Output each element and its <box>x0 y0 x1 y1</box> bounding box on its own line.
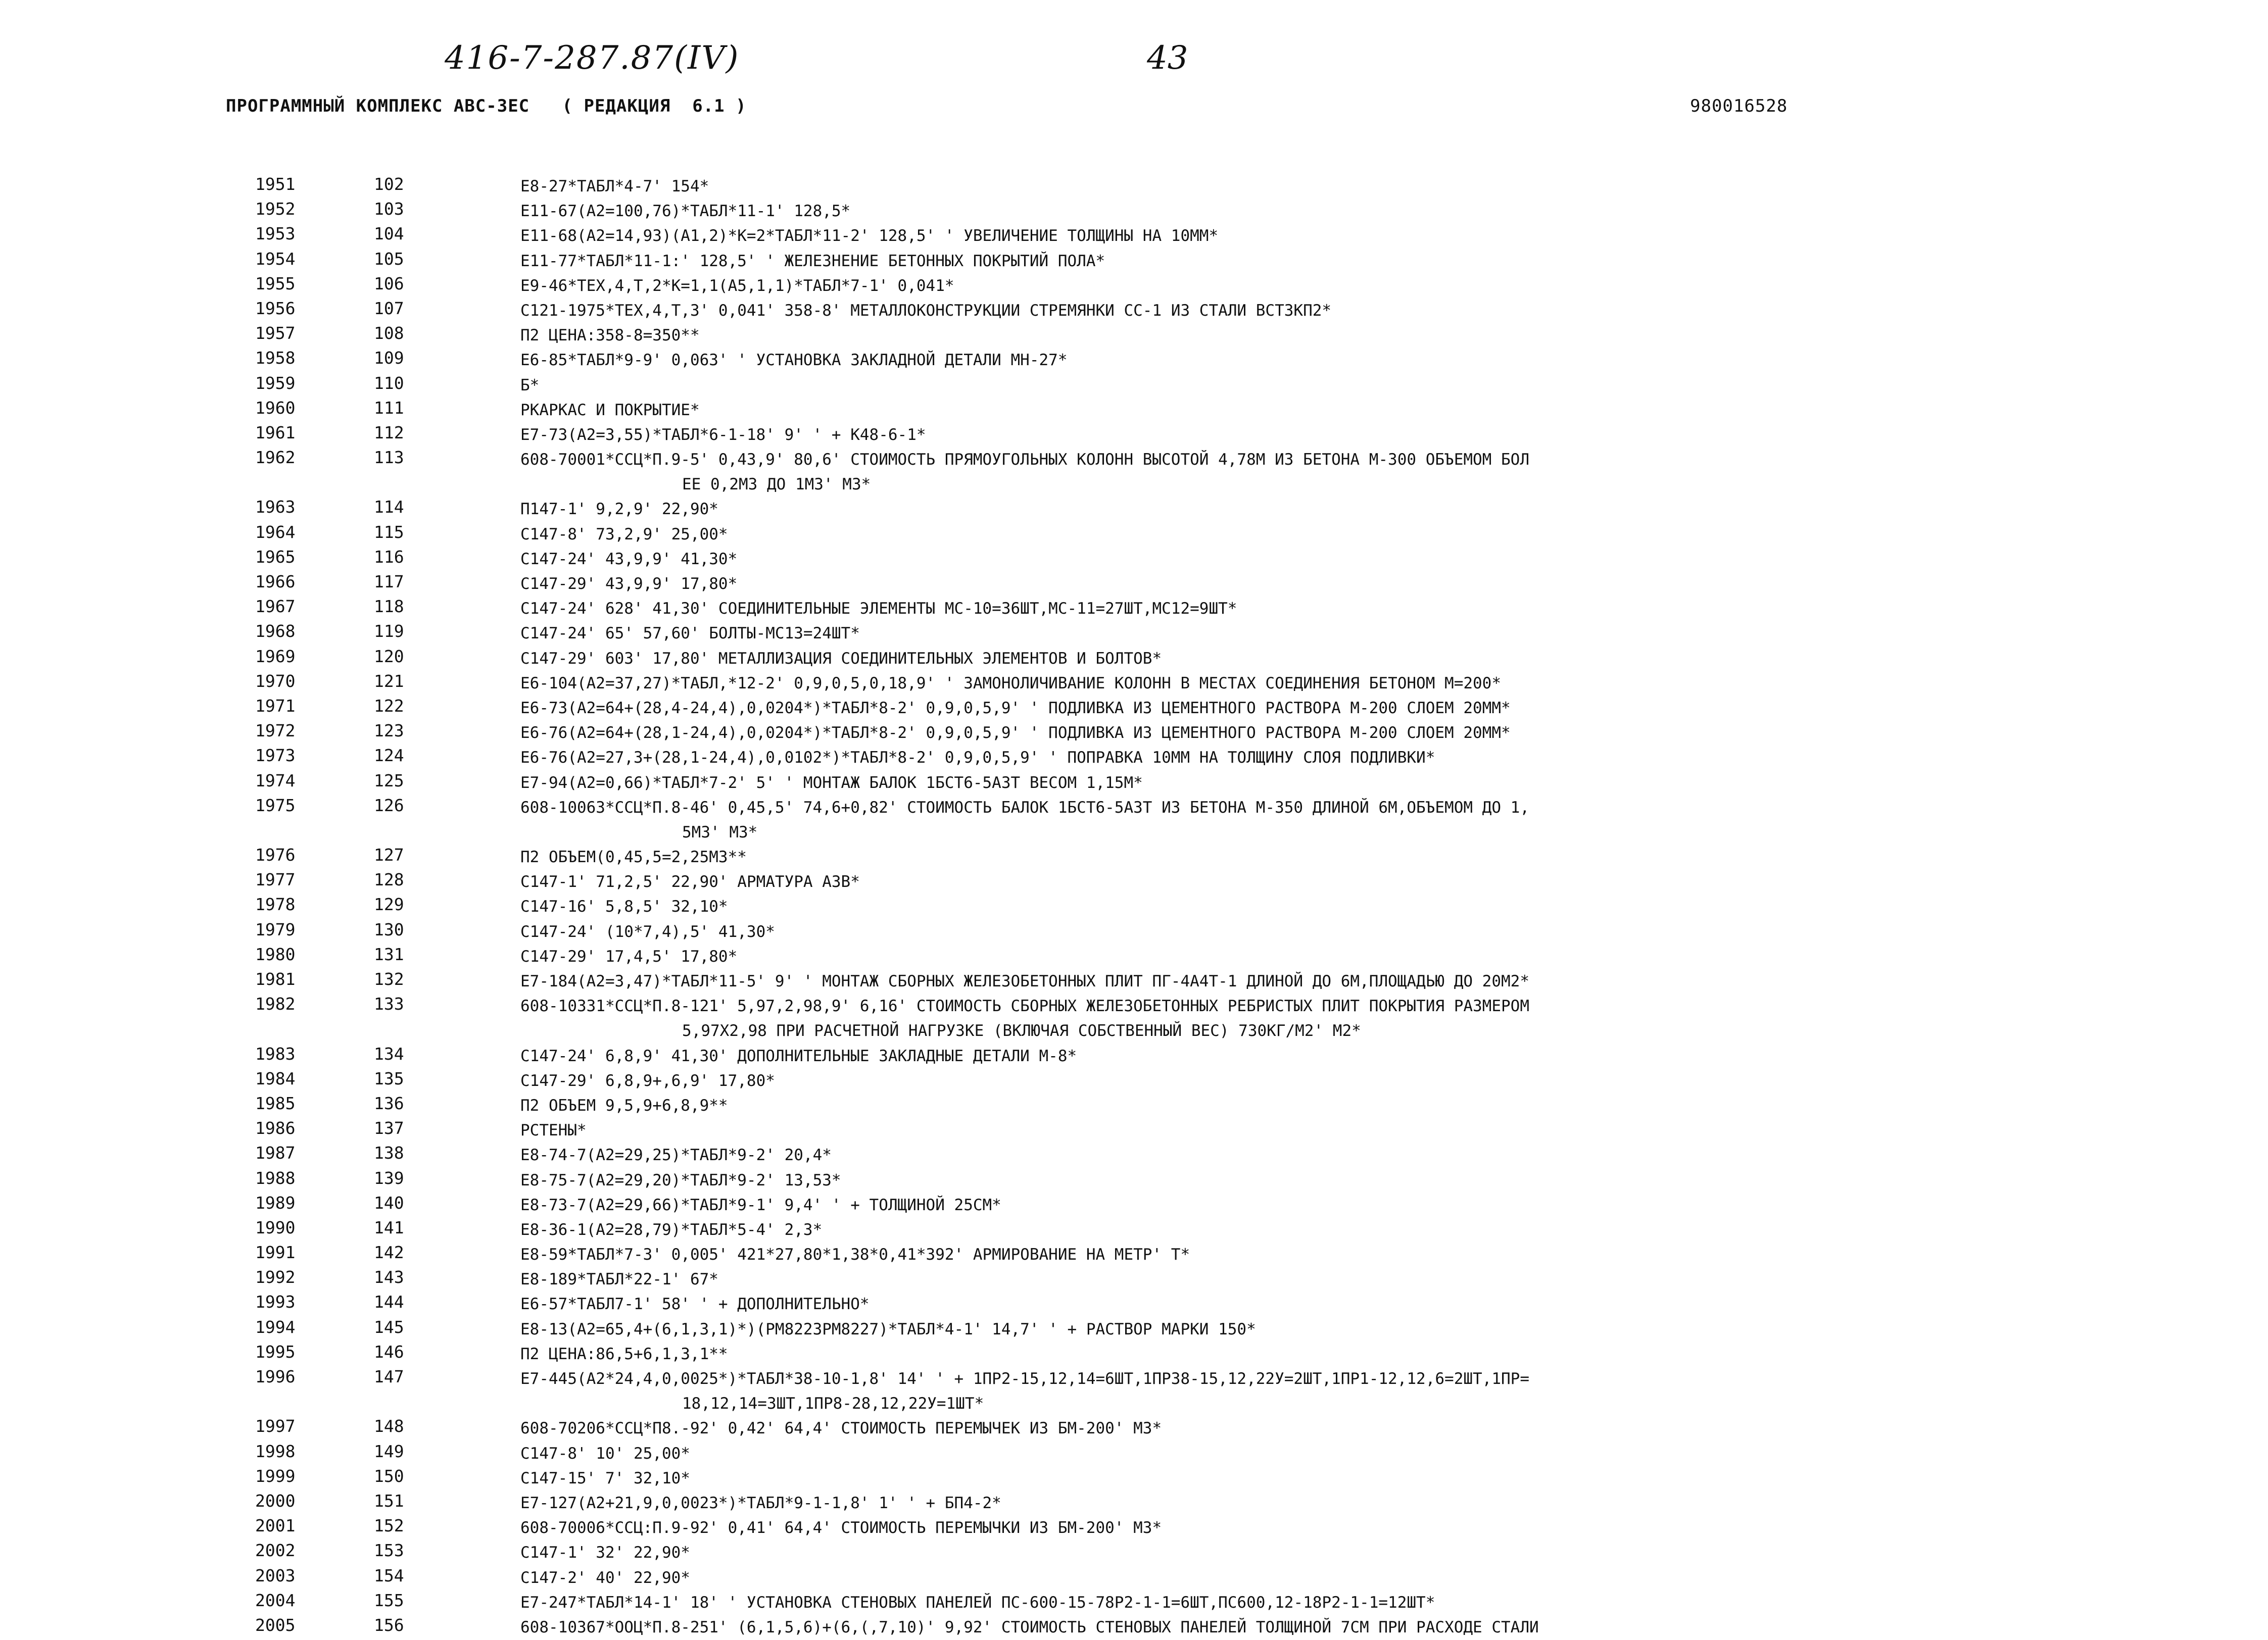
sequence-number: 1990 <box>255 1217 296 1237</box>
sequence-number: 1986 <box>255 1118 296 1138</box>
record-text: С121-1975*ТЕХ,4,Т,3' 0,041' 358-8' МЕТАЛЛОКОНСТРУКЦИИ СТРЕМЯНКИ СС-1 ИЗ СТАЛИ ВСТ3КП2* <box>520 301 1332 320</box>
sequence-number: 1962 <box>255 448 296 468</box>
sequence-number: 1979 <box>255 919 296 939</box>
record-text: Е8-74-7(А2=29,25)*ТАБЛ*9-2' 20,4* <box>520 1146 832 1165</box>
line-number: 150 <box>374 1466 404 1486</box>
sequence-number: 1993 <box>255 1292 296 1312</box>
record-text: Е11-77*ТАБЛ*11-1:' 128,5' ' ЖЕЛЕЗНЕНИЕ БЕТОННЫХ ПОКРЫТИЙ ПОЛА* <box>520 252 1105 270</box>
program-header: ПРОГРАММНЫЙ КОМПЛЕКС АВС-3ЕС ( РЕДАКЦИЯ 6.1 ) <box>226 96 747 116</box>
sequence-number: 1958 <box>255 348 296 368</box>
sequence-number: 1954 <box>255 249 296 269</box>
sequence-number: 1957 <box>255 323 296 343</box>
record-text: Е6-76(А2=27,3+(28,1-24,4),0,0102*)*ТАБЛ*8-2' 0,9,0,5,9' ' ПОПРАВКА 10ММ НА ТОЛЩИНУ СЛОЯ ПОДЛИВКИ* <box>520 749 1435 767</box>
record-text: Е7-127(А2+21,9,0,0023*)*ТАБЛ*9-1-1,8' 1' ' + БП4-2* <box>520 1494 1001 1512</box>
listing-row <box>0 920 2268 945</box>
listing-row <box>0 572 2268 597</box>
record-continuation: 18,12,14=3ШТ,1ПР8-28,12,22У=1ШТ* <box>682 1395 984 1413</box>
record-text: Е7-184(А2=3,47)*ТАБЛ*11-5' 9' ' МОНТАЖ СБОРНЫХ ЖЕЛЕЗОБЕТОННЫХ ПЛИТ ПГ-4А4Т-1 ДЛИНОЙ ДО 6М,ПЛОЩАДЬЮ ДО 20М2* <box>520 972 1530 991</box>
listing-row <box>0 894 2268 919</box>
record-text: П2 ОБЪЕМ 9,5,9+6,8,9** <box>520 1096 728 1115</box>
line-number: 125 <box>374 770 404 790</box>
line-number: 135 <box>374 1068 404 1088</box>
listing-row <box>0 771 2268 796</box>
record-text: Е8-189*ТАБЛ*22-1' 67* <box>520 1270 718 1289</box>
sequence-number: 2004 <box>255 1590 296 1610</box>
record-text: Е7-94(А2=0,66)*ТАБЛ*7-2' 5' ' МОНТАЖ БАЛОК 1БСТ6-5А3Т ВЕСОМ 1,15М* <box>520 773 1143 792</box>
page-number: 43 <box>1147 39 1188 77</box>
sequence-number: 1977 <box>255 870 296 890</box>
sequence-number: 1997 <box>255 1416 296 1436</box>
line-number: 141 <box>374 1217 404 1237</box>
line-number: 109 <box>374 348 404 368</box>
line-number: 103 <box>374 199 404 219</box>
sequence-number: 1966 <box>255 572 296 592</box>
sequence-number: 2005 <box>255 1615 296 1635</box>
record-text: С147-29' 6,8,9+,6,9' 17,80* <box>520 1071 775 1090</box>
record-text: С147-24' 65' 57,60' БОЛТЫ-МС13=24ШТ* <box>520 624 860 643</box>
record-text: 608-10331*ССЦ*П.8-121' 5,97,2,98,9' 6,16' СТОИМОСТЬ СБОРНЫХ ЖЕЛЕЗОБЕТОННЫХ РЕБРИСТЫХ ПЛИТ ПОКРЫТИЯ РАЗМЕРОМ <box>520 997 1530 1016</box>
listing-row <box>0 1342 2268 1367</box>
line-number: 121 <box>374 671 404 691</box>
line-number: 107 <box>374 298 404 318</box>
record-text: Е8-27*ТАБЛ*4-7' 154* <box>520 177 709 195</box>
record-text: 608-70206*ССЦ*П8.-92' 0,42' 64,4' СТОИМОСТЬ ПЕРЕМЫЧЕК ИЗ БМ-200' М3* <box>520 1419 1162 1438</box>
record-text: 608-70001*ССЦ*П.9-5' 0,43,9' 80,6' СТОИМОСТЬ ПРЯМОУГОЛЬНЫХ КОЛОНН ВЫСОТОЙ 4,78М ИЗ БЕТОНА М-300 ОБЪЕМОМ БОЛ <box>520 451 1530 469</box>
listing-row <box>0 547 2268 572</box>
sequence-number: 1991 <box>255 1243 296 1263</box>
sequence-number: 1983 <box>255 1043 296 1064</box>
record-text: Е9-46*ТЕХ,4,Т,2*К=1,1(А5,1,1)*ТАБЛ*7-1' 0,041* <box>520 276 954 295</box>
sequence-number: 1981 <box>255 969 296 989</box>
sequence-number: 1970 <box>255 671 296 691</box>
record-text: Е7-73(А2=3,55)*ТАБЛ*6-1-18' 9' ' + К48-6-1* <box>520 425 926 444</box>
record-text: С147-24' 6,8,9' 41,30' ДОПОЛНИТЕЛЬНЫЕ ЗАКЛАДНЫЕ ДЕТАЛИ М-8* <box>520 1047 1077 1065</box>
listing-row <box>0 1292 2268 1317</box>
record-text: С147-24' 43,9,9' 41,30* <box>520 550 738 568</box>
line-number: 137 <box>374 1118 404 1138</box>
listing-row <box>0 522 2268 547</box>
listing-row <box>0 1168 2268 1193</box>
line-number: 138 <box>374 1143 404 1163</box>
line-number: 153 <box>374 1540 404 1561</box>
line-number: 147 <box>374 1367 404 1387</box>
sequence-number: 1971 <box>255 695 296 716</box>
listing-row <box>0 249 2268 274</box>
line-number: 119 <box>374 621 404 641</box>
record-text: С147-29' 17,4,5' 17,80* <box>520 947 738 966</box>
line-number: 149 <box>374 1441 404 1461</box>
record-text: Е6-57*ТАБЛ7-1' 58' ' + ДОПОЛНИТЕЛЬНО* <box>520 1295 870 1314</box>
line-number: 156 <box>374 1615 404 1635</box>
record-text: Е6-76(А2=64+(28,1-24,4),0,0204*)*ТАБЛ*8-2' 0,9,0,5,9' ' ПОДЛИВКА ИЗ ЦЕМЕНТНОГО РАСТВОРА М-200 СЛОЕМ 20ММ* <box>520 724 1511 742</box>
record-text: Е6-73(А2=64+(28,4-24,4),0,0204*)*ТАБЛ*8-2' 0,9,0,5,9' ' ПОДЛИВКА ИЗ ЦЕМЕНТНОГО РАСТВОРА М-200 СЛОЕМ 20ММ* <box>520 699 1511 717</box>
record-text: Е8-59*ТАБЛ*7-3' 0,005' 421*27,80*1,38*0,41*392' АРМИРОВАНИЕ НА МЕТР' Т* <box>520 1246 1190 1264</box>
listing-row <box>0 323 2268 348</box>
sequence-number: 1972 <box>255 721 296 741</box>
record-text: РСТЕНЫ* <box>520 1121 587 1140</box>
listing-row <box>0 497 2268 522</box>
sequence-number: 2002 <box>255 1540 296 1561</box>
listing-row <box>0 994 2268 1043</box>
line-number: 104 <box>374 224 404 244</box>
listing-row <box>0 1466 2268 1491</box>
sequence-number: 1976 <box>255 845 296 865</box>
listing-row <box>0 870 2268 894</box>
handwritten-reference: 416-7-287.87(IV) <box>445 39 740 77</box>
listing-row <box>0 1566 2268 1591</box>
record-text: П2 ЦЕНА:358-8=350** <box>520 326 700 345</box>
sequence-number: 1978 <box>255 894 296 915</box>
record-text: Е6-85*ТАБЛ*9-9' 0,063' ' УСТАНОВКА ЗАКЛАДНОЙ ДЕТАЛИ МН-27* <box>520 351 1068 370</box>
listing-row <box>0 1317 2268 1342</box>
sequence-number: 2001 <box>255 1516 296 1536</box>
record-text: 608-70006*ССЦ:П.9-92' 0,41' 64,4' СТОИМОСТЬ ПЕРЕМЫЧКИ ИЗ БМ-200' М3* <box>520 1519 1162 1537</box>
line-number: 151 <box>374 1491 404 1511</box>
record-text: С147-24' 628' 41,30' СОЕДИНИТЕЛЬНЫЕ ЭЛЕМЕНТЫ МС-10=36ШТ,МС-11=27ШТ,МС12=9ШТ* <box>520 600 1237 618</box>
record-text: Е8-13(А2=65,4+(6,1,3,1)*)(РМ8223РМ8227)*ТАБЛ*4-1' 14,7' ' + РАСТВОР МАРКИ 150* <box>520 1320 1256 1338</box>
listing-row <box>0 423 2268 448</box>
line-number: 129 <box>374 894 404 915</box>
record-text: 608-10367*ООЦ*П.8-251' (6,1,5,6)+(6,(,7,10)' 9,92' СТОИМОСТЬ СТЕНОВЫХ ПАНЕЛЕЙ ТОЛЩИНОЙ 7СМ ПРИ РАСХОДЕ СТАЛИ <box>520 1618 1539 1636</box>
sequence-number: 2000 <box>255 1491 296 1511</box>
sequence-number: 1960 <box>255 397 296 418</box>
listing-row <box>0 1094 2268 1118</box>
record-text: С147-8' 73,2,9' 25,00* <box>520 525 728 543</box>
listing-row <box>0 1591 2268 1615</box>
line-number: 136 <box>374 1093 404 1113</box>
sequence-number: 1988 <box>255 1168 296 1188</box>
listing-row <box>0 348 2268 373</box>
sequence-number: 1963 <box>255 497 296 517</box>
line-number: 124 <box>374 746 404 766</box>
record-text: П147-1' 9,2,9' 22,90* <box>520 500 718 519</box>
line-number: 140 <box>374 1192 404 1213</box>
record-text: С147-16' 5,8,5' 32,10* <box>520 898 728 916</box>
listing-row <box>0 597 2268 621</box>
listing-row <box>0 373 2268 398</box>
line-number: 105 <box>374 249 404 269</box>
line-number: 115 <box>374 522 404 542</box>
listing-row <box>0 796 2268 845</box>
record-text: С147-1' 71,2,5' 22,90' АРМАТУРА А3В* <box>520 873 860 891</box>
line-number: 143 <box>374 1267 404 1287</box>
listing-row <box>0 945 2268 969</box>
line-number: 114 <box>374 497 404 517</box>
listing-row <box>0 671 2268 696</box>
sequence-number: 1994 <box>255 1317 296 1337</box>
sequence-number: 1964 <box>255 522 296 542</box>
line-number: 127 <box>374 845 404 865</box>
sequence-number: 1982 <box>255 994 296 1014</box>
line-number: 108 <box>374 323 404 343</box>
record-continuation: 5,97Х2,98 ПРИ РАСЧЕТНОЙ НАГРУЗКЕ (ВКЛЮЧАЯ СОБСТВЕННЫЙ ВЕС) 730КГ/М2' М2* <box>682 1022 1361 1040</box>
record-text: С147-15' 7' 32,10* <box>520 1469 690 1487</box>
sequence-number: 1967 <box>255 597 296 617</box>
sequence-number: 1975 <box>255 795 296 815</box>
line-number: 146 <box>374 1341 404 1362</box>
listing-row <box>0 1416 2268 1441</box>
sequence-number: 1965 <box>255 546 296 567</box>
line-number: 118 <box>374 597 404 617</box>
line-number: 116 <box>374 546 404 567</box>
sequence-number: 1995 <box>255 1341 296 1362</box>
listing-row <box>0 1540 2268 1565</box>
line-number: 145 <box>374 1317 404 1337</box>
record-text: С147-1' 32' 22,90* <box>520 1544 690 1562</box>
listing-row <box>0 199 2268 224</box>
sequence-number: 1968 <box>255 621 296 641</box>
line-number: 155 <box>374 1590 404 1610</box>
listing-row <box>0 647 2268 671</box>
listing-row <box>0 1491 2268 1516</box>
sequence-number: 1951 <box>255 174 296 194</box>
line-number: 106 <box>374 273 404 293</box>
record-continuation: 5М3' М3* <box>682 823 758 841</box>
listing-row <box>0 721 2268 746</box>
record-text: Е6-104(А2=37,27)*ТАБЛ,*12-2' 0,9,0,5,0,18,9' ' ЗАМОНОЛИЧИВАНИЕ КОЛОНН В МЕСТАХ СОЕДИНЕНИЯ БЕТОНОМ М=200* <box>520 674 1502 692</box>
record-text: П2 ОБЪЕМ(0,45,5=2,25М3** <box>520 848 747 867</box>
listing-row <box>0 1243 2268 1267</box>
record-text: С147-24' (10*7,4),5' 41,30* <box>520 922 775 941</box>
listing-row <box>0 845 2268 870</box>
listing-row <box>0 746 2268 770</box>
listing-row <box>0 696 2268 721</box>
record-text: Е8-75-7(А2=29,20)*ТАБЛ*9-2' 13,53* <box>520 1171 841 1189</box>
sequence-number: 1969 <box>255 646 296 666</box>
sequence-number: 1974 <box>255 770 296 790</box>
record-text: 608-10063*ССЦ*П.8-46' 0,45,5' 74,6+0,82' СТОИМОСТЬ БАЛОК 1БСТ6-5А3Т ИЗ БЕТОНА М-350 ДЛИНОЙ 6М,ОБЪЕМОМ ДО 1, <box>520 798 1530 817</box>
listing-row <box>0 448 2268 497</box>
record-text: С147-29' 603' 17,80' МЕТАЛЛИЗАЦИЯ СОЕДИНИТЕЛЬНЫХ ЭЛЕМЕНТОВ И БОЛТОВ* <box>520 649 1162 668</box>
record-text: Е8-36-1(А2=28,79)*ТАБЛ*5-4' 2,3* <box>520 1220 823 1239</box>
listing-row <box>0 224 2268 249</box>
record-text: Е7-445(А2*24,4,0,0025*)*ТАБЛ*38-10-1,8' 14' ' + 1ПР2-15,12,14=6ШТ,1ПР38-15,12,22У=2ШТ,1ПР1-12,12,6=2ШТ,1ПР= <box>520 1370 1530 1388</box>
sequence-number: 1953 <box>255 224 296 244</box>
listing-row <box>0 1615 2268 1640</box>
listing-row <box>0 274 2268 299</box>
listing-row <box>0 174 2268 199</box>
line-number: 131 <box>374 944 404 964</box>
listing-row <box>0 299 2268 323</box>
document-code: 980016528 <box>1690 96 1788 116</box>
line-number: 117 <box>374 572 404 592</box>
record-text: С147-8' 10' 25,00* <box>520 1444 690 1463</box>
record-text: Е8-73-7(А2=29,66)*ТАБЛ*9-1' 9,4' ' + ТОЛЩИНОЙ 25СМ* <box>520 1196 1001 1214</box>
listing-row <box>0 621 2268 646</box>
listing-row <box>0 1143 2268 1168</box>
sequence-number: 1955 <box>255 273 296 293</box>
line-number: 126 <box>374 795 404 815</box>
listing-row <box>0 1069 2268 1094</box>
sequence-number: 1952 <box>255 199 296 219</box>
sequence-number: 1987 <box>255 1143 296 1163</box>
record-continuation: ЕЕ 0,2М3 ДО 1М3' М3* <box>682 475 871 494</box>
sequence-number: 1998 <box>255 1441 296 1461</box>
line-number: 148 <box>374 1416 404 1436</box>
line-number: 133 <box>374 994 404 1014</box>
listing-row <box>0 1367 2268 1416</box>
line-number: 134 <box>374 1043 404 1064</box>
line-number: 113 <box>374 448 404 468</box>
line-number: 111 <box>374 397 404 418</box>
listing-row <box>0 398 2268 423</box>
line-number: 132 <box>374 969 404 989</box>
line-number: 123 <box>374 721 404 741</box>
line-number: 152 <box>374 1516 404 1536</box>
sequence-number: 1973 <box>255 746 296 766</box>
line-number: 110 <box>374 373 404 393</box>
listing-row <box>0 1267 2268 1292</box>
sequence-number: 1996 <box>255 1367 296 1387</box>
line-number: 128 <box>374 870 404 890</box>
sequence-number: 1989 <box>255 1192 296 1213</box>
listing-row <box>0 1218 2268 1243</box>
sequence-number: 1985 <box>255 1093 296 1113</box>
listing-row <box>0 1442 2268 1466</box>
estimate-listing <box>0 174 2268 1640</box>
sequence-number: 1956 <box>255 298 296 318</box>
line-number: 144 <box>374 1292 404 1312</box>
line-number: 142 <box>374 1243 404 1263</box>
line-number: 102 <box>374 174 404 194</box>
record-text: Е11-68(А2=14,93)(А1,2)*К=2*ТАБЛ*11-2' 128,5' ' УВЕЛИЧЕНИЕ ТОЛЩИНЫ НА 10ММ* <box>520 227 1219 245</box>
listing-row <box>0 1118 2268 1143</box>
line-number: 122 <box>374 695 404 716</box>
record-text: П2 ЦЕНА:86,5+6,1,3,1** <box>520 1345 728 1363</box>
sequence-number: 1992 <box>255 1267 296 1287</box>
sequence-number: 1959 <box>255 373 296 393</box>
record-text: Е7-247*ТАБЛ*14-1' 18' ' УСТАНОВКА СТЕНОВЫХ ПАНЕЛЕЙ ПС-600-15-78Р2-1-1=6ШТ,ПС600,12-18Р2-1-1=12ШТ* <box>520 1593 1435 1612</box>
listing-row <box>0 969 2268 994</box>
line-number: 112 <box>374 422 404 442</box>
sequence-number: 1999 <box>255 1466 296 1486</box>
record-text: РКАРКАС И ПОКРЫТИЕ* <box>520 401 700 419</box>
line-number: 130 <box>374 919 404 939</box>
sequence-number: 1984 <box>255 1068 296 1088</box>
line-number: 154 <box>374 1565 404 1585</box>
listing-row <box>0 1193 2268 1218</box>
record-text: С147-2' 40' 22,90* <box>520 1568 690 1587</box>
sequence-number: 1980 <box>255 944 296 964</box>
sequence-number: 1961 <box>255 422 296 442</box>
record-text: Б* <box>520 376 540 394</box>
line-number: 139 <box>374 1168 404 1188</box>
listing-row <box>0 1044 2268 1069</box>
record-text: Е11-67(А2=100,76)*ТАБЛ*11-1' 128,5* <box>520 202 851 221</box>
listing-row <box>0 1516 2268 1540</box>
sequence-number: 2003 <box>255 1565 296 1585</box>
record-text: С147-29' 43,9,9' 17,80* <box>520 575 738 593</box>
line-number: 120 <box>374 646 404 666</box>
